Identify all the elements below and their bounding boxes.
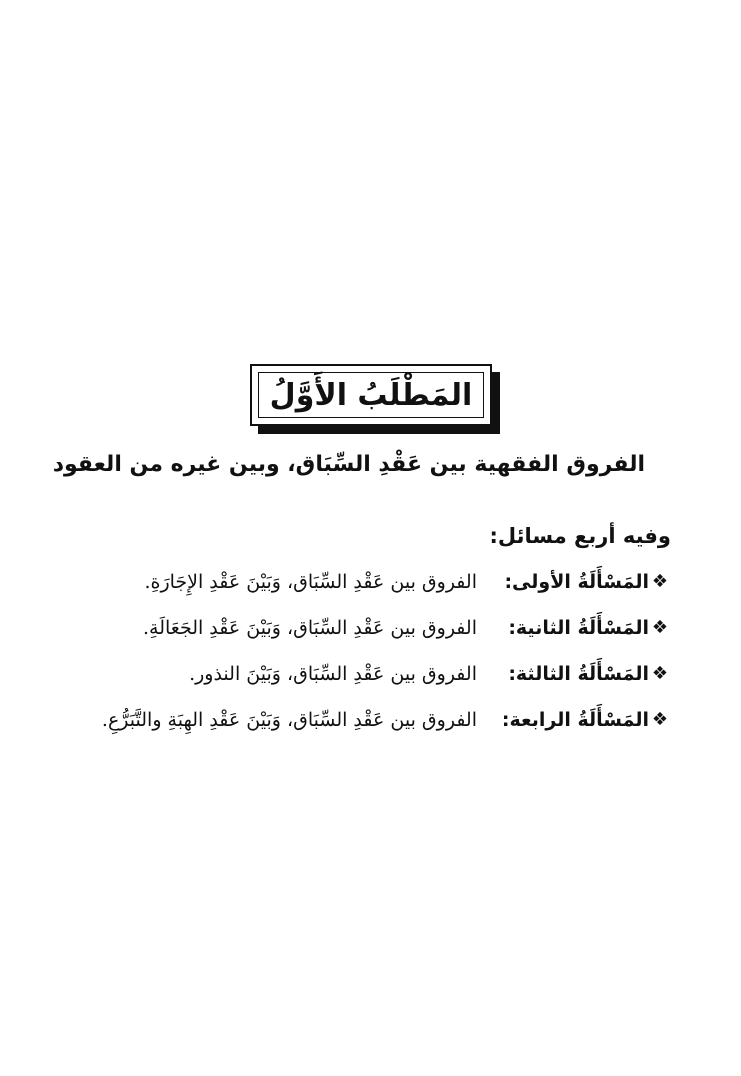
section-title: المَطْلَبُ الأَوَّلُ [269,377,473,413]
issue-text: الفروق بين عَقْدِ السِّبَاق، وَبَيْنَ عَقْدِ الجَعَالَةِ. [142,617,477,639]
diamond-bullet-icon: ❖ [651,571,669,592]
section-title-box [250,364,492,426]
issue-text: الفروق بين عَقْدِ السِّبَاق، وَبَيْنَ عَقْدِ الهِبَةِ والتَّبَرُّعِ. [101,709,477,731]
list-item [71,658,671,690]
issue-label: المَسْأَلَةُ الثانية: [508,617,649,639]
diamond-bullet-icon: ❖ [651,709,669,730]
issue-label: المَسْأَلَةُ الأولى: [504,571,649,593]
list-item [71,566,671,598]
issue-text: الفروق بين عَقْدِ السِّبَاق، وَبَيْنَ النذور. [189,663,477,685]
issue-label: المَسْأَلَةُ الرابعة: [501,709,649,731]
issue-label: المَسْأَلَةُ الثالثة: [508,663,649,685]
list-item [71,704,671,736]
diamond-bullet-icon: ❖ [651,617,669,638]
issue-text: الفروق بين عَقْدِ السِّبَاق، وَبَيْنَ عَقْدِ الإِجَارَةِ. [144,571,477,593]
issues-intro: وفيه أربع مسائل: [489,524,671,548]
section-subtitle: الفروق الفقهية بين عَقْدِ السِّبَاق، وبين غيره من العقود [52,452,645,477]
list-item [71,612,671,644]
issues-list [71,566,671,750]
diamond-bullet-icon: ❖ [651,663,669,684]
